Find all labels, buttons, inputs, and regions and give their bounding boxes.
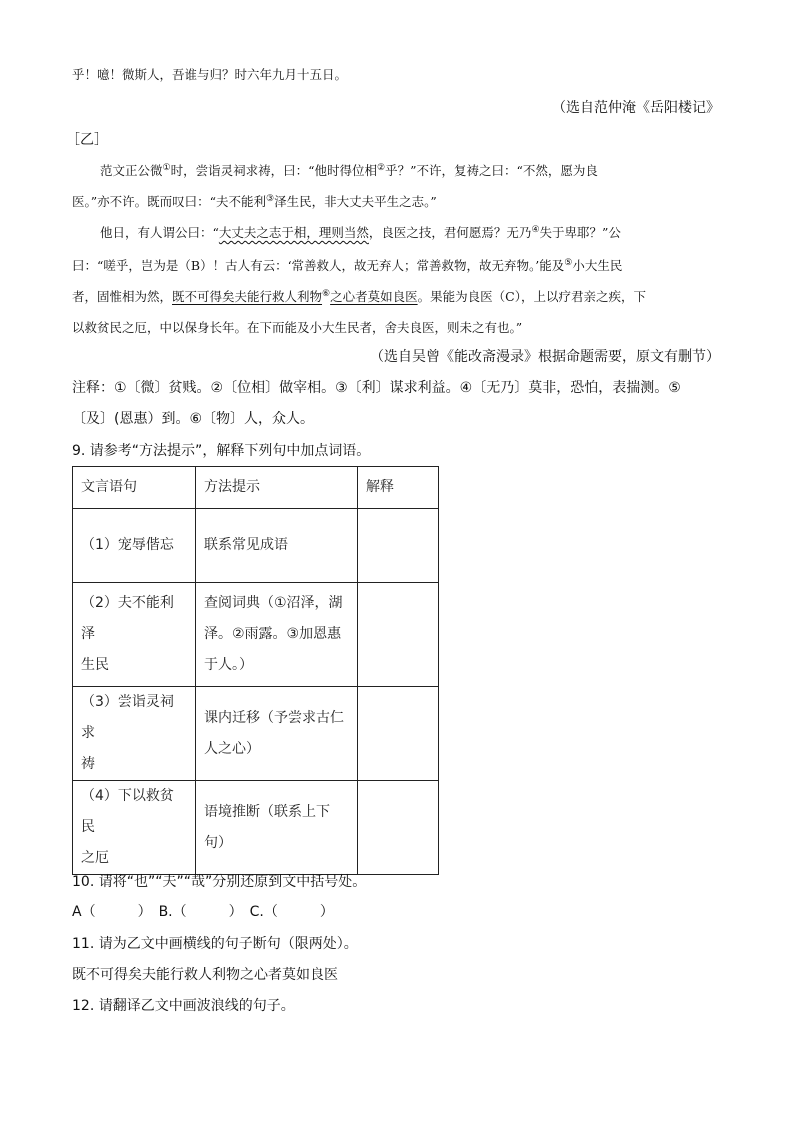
cell-text: （4）下以救贫民 之厄 (81, 788, 174, 866)
row-sentence (73, 687, 196, 781)
answer-cell[interactable] (358, 687, 439, 781)
table-row (73, 781, 439, 875)
text-run: 时，尝诣灵祠求祷，曰：“他时得位相 (170, 163, 377, 178)
note-marker-3: ③ (266, 193, 275, 204)
text-run: 乎？”不许，复祷之曰：“不然，愿为良 (385, 163, 598, 178)
text-run: 者，固惟相为然， (72, 289, 173, 304)
text-run: 范文正公微 (100, 163, 163, 178)
table-row (73, 583, 439, 687)
row-sentence (73, 781, 196, 875)
text-run: ，良医之技，君何愿焉？无乃 (368, 225, 532, 240)
cell-text: 联系常见成语 (204, 537, 288, 553)
header-hint: 方法提示 (196, 467, 358, 509)
table-row (73, 687, 439, 781)
note-marker-4: ④ (531, 224, 540, 235)
text-run: 。果能为良医（C），上以疗君亲之疾，下 (417, 289, 646, 304)
q10-stem: 10. 请将“也”“夫”“哉”分别还原到文中括号处。 (72, 874, 367, 890)
header-answer: 解释 (358, 467, 439, 509)
para2-line2 (72, 257, 622, 275)
row-hint (196, 583, 358, 687)
q12-stem: 12. 请翻译乙文中画波浪线的句子。 (72, 998, 295, 1014)
cell-text: 查阅词典（①沼泽，湖 泽。②雨露。③加恩惠 于人。） (204, 595, 343, 673)
cell-text: （2）夫不能利泽 生民 (81, 595, 174, 673)
underlined-sentence-part1: 既不可得矣夫能行救人利物 (172, 289, 323, 304)
cell-text: 课内迁移（予尝求古仁 人之心） (204, 709, 344, 757)
header-sentence: 文言语句 (73, 467, 196, 509)
text-run: 他日，有人谓公曰：“ (100, 225, 219, 240)
note-marker-1: ① (162, 162, 171, 173)
para2-line1 (100, 224, 621, 242)
row-sentence (73, 583, 196, 687)
para1-line1 (100, 162, 598, 180)
wavy-underlined-sentence: 大丈夫之志于相，理则当然 (218, 225, 369, 240)
text-run: 泽生民，非大丈夫平生之志。” (274, 194, 437, 209)
q9-table (72, 466, 439, 875)
source-a: （选自范仲淹《岳阳楼记》 (552, 100, 720, 116)
answer-cell[interactable] (358, 583, 439, 687)
passage-tail: 乎！噫！微斯人，吾谁与归？时六年九月十五日。 (72, 67, 348, 82)
note-marker-6: ⑥ (322, 288, 331, 299)
row-sentence (73, 509, 196, 583)
source-b: （选自吴曾《能改斋漫录》根据命题需要，原文有删节） (370, 349, 720, 365)
text-run: 失于卑耶？”公 (539, 225, 621, 240)
cell-text: （3）尝诣灵祠求 祷 (81, 694, 174, 772)
answer-cell[interactable] (358, 509, 439, 583)
text-run: 医。”亦不许。既而叹曰：“夫不能利 (72, 194, 267, 209)
answer-cell[interactable] (358, 781, 439, 875)
text-run: 小大生民 (572, 258, 623, 273)
row-hint (196, 781, 358, 875)
note-marker-2: ② (377, 162, 386, 173)
q10-answer-blanks[interactable]: A（ ） B.（ ） C.（ ） (72, 904, 334, 920)
table-header-row (73, 467, 439, 509)
notes-line2: 〔及〕(恩惠）到。⑥〔物〕人，众人。 (72, 411, 315, 427)
cell-text: 语境推断（联系上下句） (204, 803, 330, 851)
underlined-sentence-part2: 之心者莫如良医 (330, 289, 418, 304)
yi-label: ［乙］ (66, 132, 108, 148)
para2-line3 (72, 288, 646, 306)
notes-line1: 注释：①〔微〕贫贱。②〔位相〕做宰相。③〔利〕谋求利益。④〔无乃〕莫非，恐怕，表揣测。⑤ (72, 380, 681, 396)
row-hint (196, 509, 358, 583)
q11-sentence: 既不可得矣夫能行救人利物之心者莫如良医 (72, 967, 338, 983)
cell-text: （1）宠辱偕忘 (81, 537, 174, 553)
para1-line2 (72, 193, 437, 211)
text-run: 曰：“嗟乎，岂为是（B）！古人有云：‘常善救人，故无弃人；常善救物，故无弃物。’能及 (72, 258, 565, 273)
row-hint (196, 687, 358, 781)
note-marker-5: ⑤ (564, 257, 573, 268)
table-row (73, 509, 439, 583)
q9-stem: 9. 请参考“方法提示”，解释下列句中加点词语。 (72, 443, 371, 459)
q11-stem: 11. 请为乙文中画横线的句子断句（限两处）。 (72, 936, 358, 952)
para2-line4: 以救贫民之厄，中以保身长年。在下而能及小大生民者，舍夫良医，则未之有也。” (72, 320, 523, 335)
